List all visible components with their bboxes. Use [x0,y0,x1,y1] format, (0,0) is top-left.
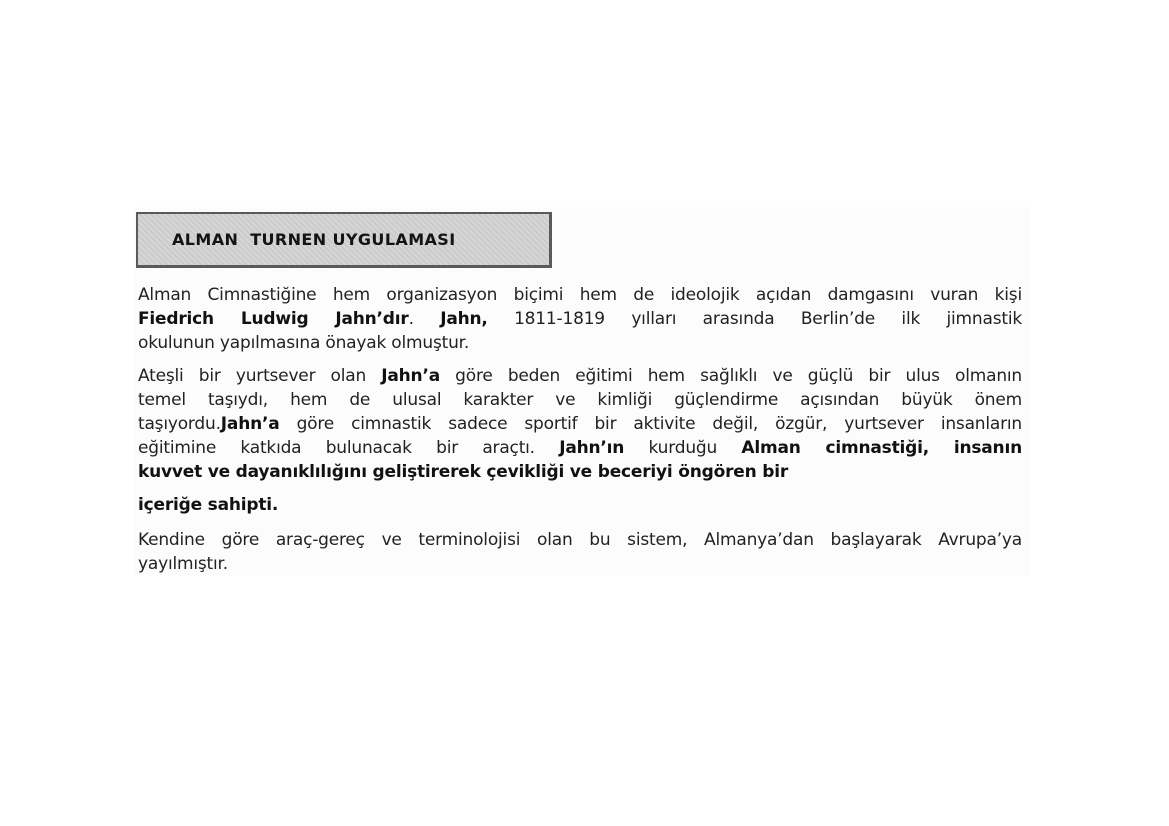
text-line: Ateşli bir yurtsever olan Jahn’a göre beden eğitimi hem sağlıklı ve güçlü bir ulus olmanın [138,366,1022,386]
bold-name: Jahn, [440,309,488,329]
text-line: Alman Cimnastiğine hem organizasyon biçimi hem de ideolojik açıdan damgasını vuran kişi [138,285,1022,305]
text-line: taşıyordu.Jahn’a göre cimnastik sadece sportif bir aktivite değil, özgür, yurtsever insanların [138,414,1022,434]
paragraph-spread [138,528,1022,576]
text-line [138,493,1022,517]
bold-name: Jahn’a [220,414,280,434]
bold-name: Jahn’ın [559,438,625,458]
bold-phrase: Alman cimnastiği, insanın [741,438,1022,458]
text-line: Fiedrich Ludwig Jahn’dır. Jahn, 1811-1819 yılları arasında Berlin’de ilk jimnastik [138,309,1022,329]
text-line: Kendine göre araç-gereç ve terminolojisi olan bu sistem, Almanya’dan başlayarak Avrupa’ya [138,530,1022,550]
section-title: ALMAN TURNEN UYGULAMASI [172,230,456,249]
bold-phrase: içeriğe sahipti. [138,495,279,515]
paragraph-content [138,493,1022,517]
bold-name: Fiedrich Ludwig Jahn’dır [138,309,409,329]
text-line: eğitimine katkıda bulunacak bir araçtı. Jahn’ın kurduğu Alman cimnastiği, insanın [138,438,1022,458]
text-line: temel taşıydı, hem de ulusal karakter ve kimliği güçlendirme açısından büyük önem [138,390,1022,410]
bold-name: Jahn’a [381,366,440,386]
paragraph-jahn-views [138,364,1022,484]
text-line: yayılmıştır. [138,554,228,574]
section-title-box [136,212,552,268]
text-line [138,460,1022,484]
bold-phrase: kuvvet ve dayanıklılığını geliştirerek çevikliği ve beceriyi öngören bir [138,462,789,482]
paragraph-intro [138,283,1022,355]
text-line: okulunun yapılmasına önayak olmuştur. [138,333,470,353]
